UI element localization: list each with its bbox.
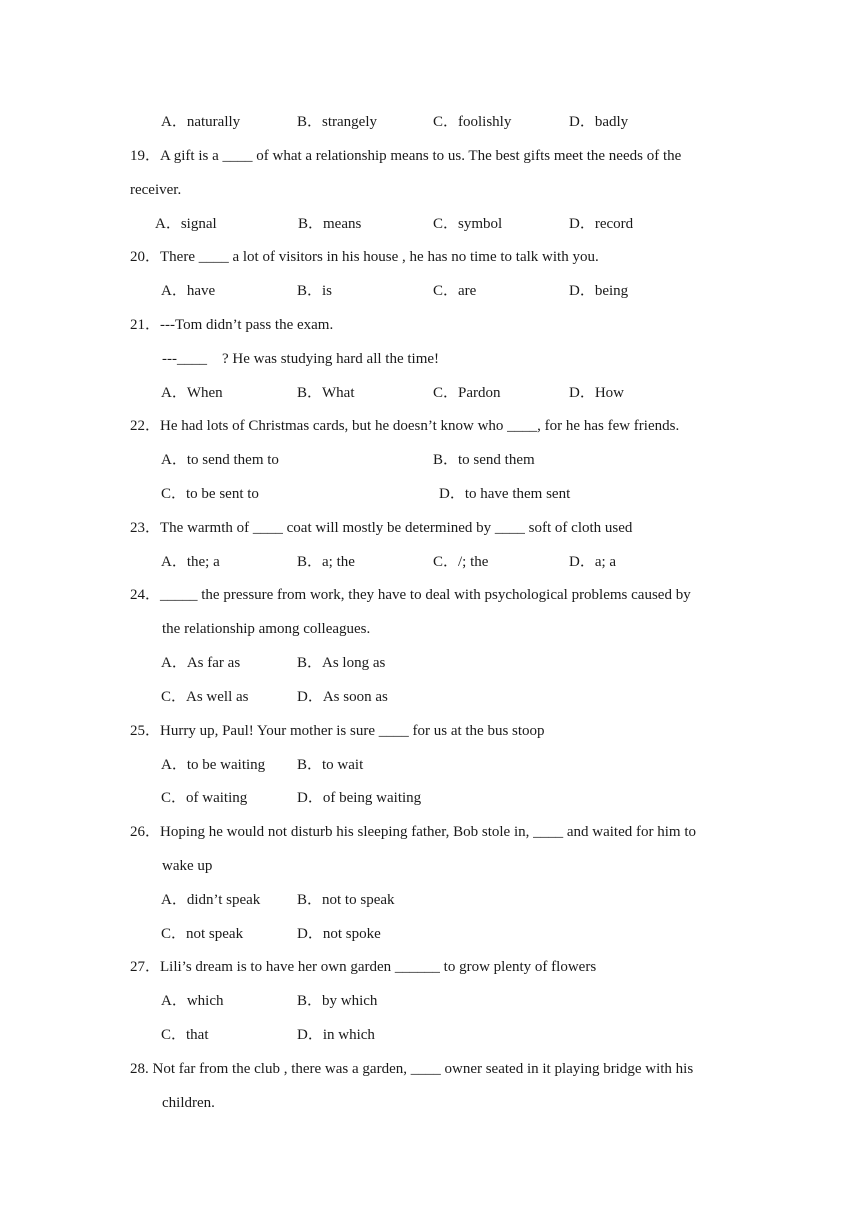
q22-stem: 22．He had lots of Christmas cards, but he doesn’t know who ____, for he has few friends. (130, 418, 680, 434)
q25-option-d: D．of being waiting (297, 790, 422, 806)
q19-option-c: C．symbol (433, 216, 503, 232)
q23-stem: 23．The warmth of ____ coat will mostly be determined by ____ soft of cloth used (130, 520, 633, 536)
q20-option-b: B．is (297, 283, 333, 299)
q26-stem-line-2: wake up (162, 858, 213, 874)
q24-stem-line-2: the relationship among colleagues. (162, 621, 371, 637)
q24-stem-line-1: 24．_____ the pressure from work, they have to deal with psychological problems caused by (130, 587, 691, 603)
q25-option-b: B．to wait (297, 757, 364, 773)
q18-option-c: C．foolishly (433, 114, 512, 130)
q27-option-d: D．in which (297, 1027, 375, 1043)
q25-stem: 25．Hurry up, Paul! Your mother is sure ____ for us at the bus stoop (130, 723, 545, 739)
q20-stem: 20．There ____ a lot of visitors in his house , he has no time to talk with you. (130, 249, 599, 265)
q26-option-c: C．not speak (161, 926, 244, 942)
q23-option-b: B．a; the (297, 554, 355, 570)
q22-option-c: C．to be sent to (161, 486, 259, 502)
q21-stem-line-2: ---____ ? He was studying hard all the time! (162, 351, 440, 367)
q23-option-c: C．/; the (433, 554, 489, 570)
q22-option-a: A．to send them to (161, 452, 279, 468)
q19-stem-line-2: receiver. (130, 182, 182, 198)
q18-option-a: A．naturally (161, 114, 241, 130)
q18-option-d: D．badly (569, 114, 629, 130)
q19-option-d: D．record (569, 216, 634, 232)
q23-option-d: D．a; a (569, 554, 617, 570)
q28-stem-line-2: children. (162, 1095, 215, 1111)
q28-stem-line-1: 28. Not far from the club , there was a garden, ____ owner seated in it playing bridge with his (130, 1061, 694, 1077)
q20-option-a: A．have (161, 283, 216, 299)
q18-option-b: B．strangely (297, 114, 377, 130)
q27-option-b: B．by which (297, 993, 378, 1009)
q21-option-b: B．What (297, 385, 355, 401)
q24-option-a: A．As far as (161, 655, 241, 671)
q24-option-b: B．As long as (297, 655, 386, 671)
q21-option-d: D．How (569, 385, 625, 401)
q21-option-a: A．When (161, 385, 223, 401)
q22-option-d: D．to have them sent (439, 486, 571, 502)
q20-option-d: D．being (569, 283, 629, 299)
q24-option-d: D．As soon as (297, 689, 388, 705)
q22-option-b: B．to send them (433, 452, 535, 468)
q19-stem-line-1: 19．A gift is a ____ of what a relationship means to us. The best gifts meet the needs of the (130, 148, 682, 164)
q21-option-c: C．Pardon (433, 385, 501, 401)
q26-option-a: A．didn’t speak (161, 892, 261, 908)
q19-option-a: A．signal (155, 216, 217, 232)
q21-stem-line-1: 21．---Tom didn’t pass the exam. (130, 317, 334, 333)
q26-option-b: B．not to speak (297, 892, 395, 908)
q24-option-c: C．As well as (161, 689, 249, 705)
q20-option-c: C．are (433, 283, 477, 299)
q19-option-b: B．means (298, 216, 362, 232)
q27-stem: 27．Lili’s dream is to have her own garden ______ to grow plenty of flowers (130, 959, 597, 975)
q27-option-c: C．that (161, 1027, 209, 1043)
q27-option-a: A．which (161, 993, 224, 1009)
q23-option-a: A．the; a (161, 554, 220, 570)
q26-option-d: D．not spoke (297, 926, 381, 942)
q25-option-a: A．to be waiting (161, 757, 266, 773)
q25-option-c: C．of waiting (161, 790, 248, 806)
q26-stem-line-1: 26．Hoping he would not disturb his sleeping father, Bob stole in, ____ and waited for him to (130, 824, 696, 840)
